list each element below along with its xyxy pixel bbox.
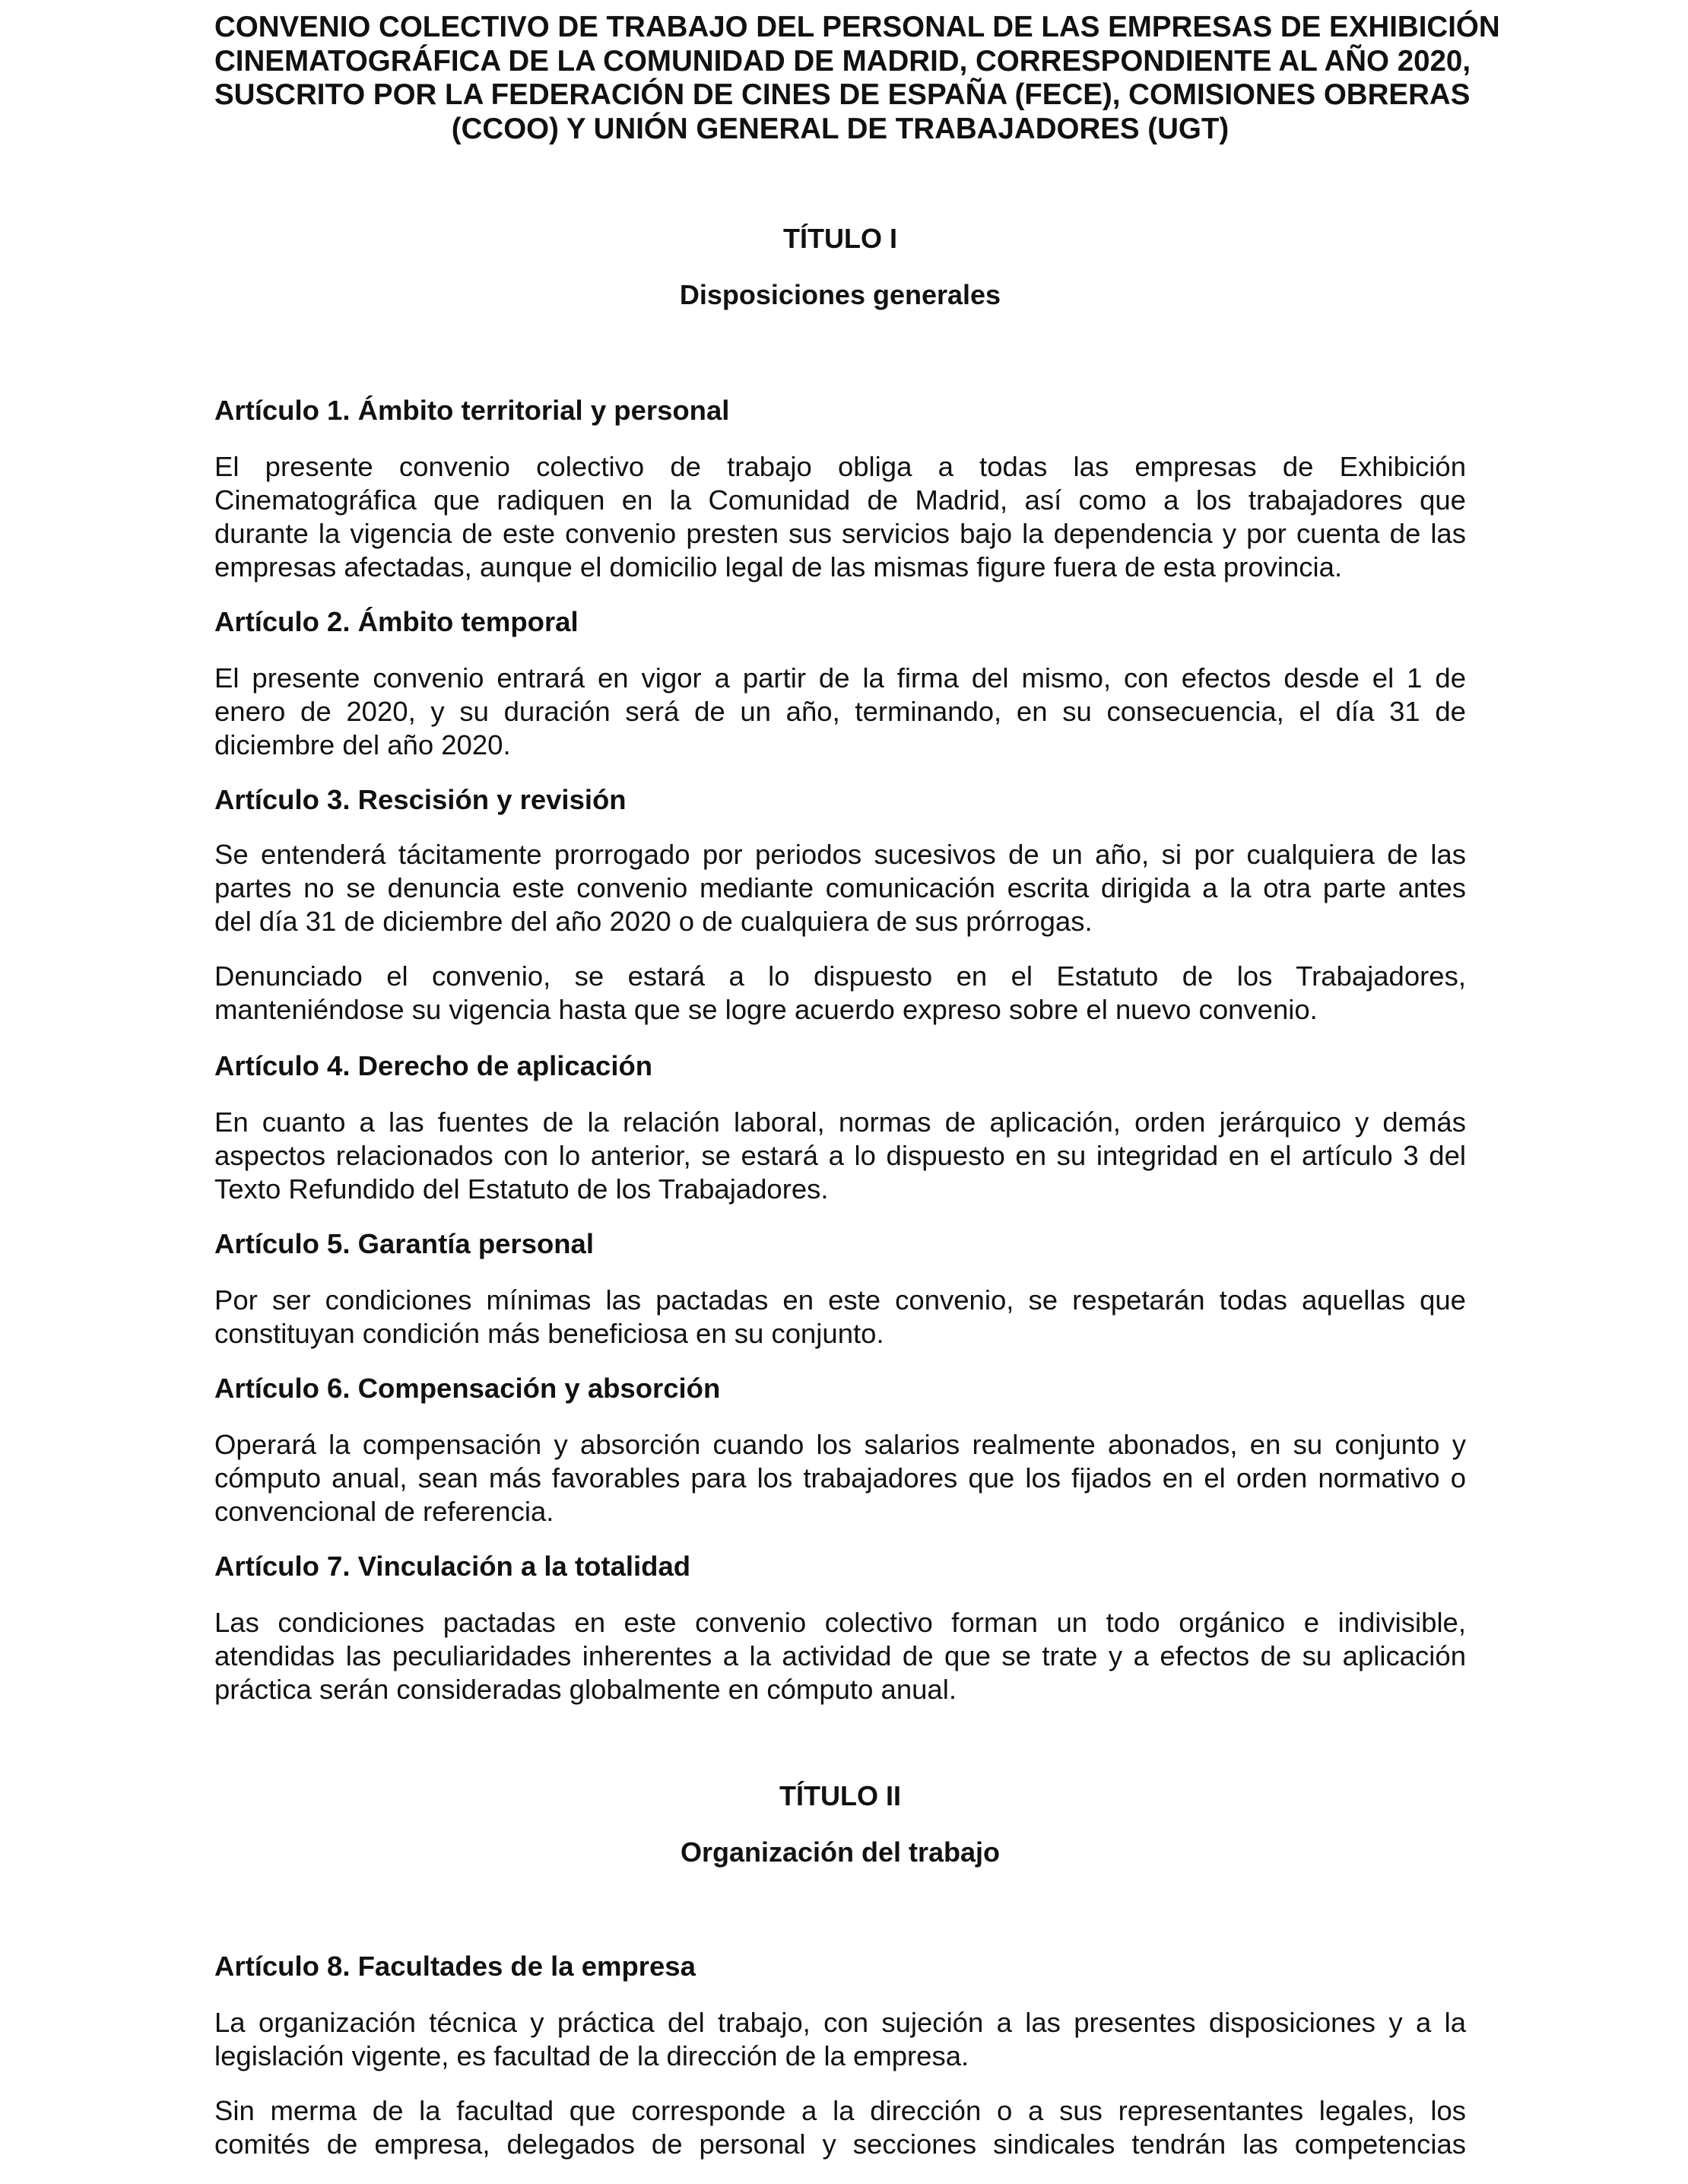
article-2-paragraph [214,662,1466,762]
titulo-1-label: TÍTULO I [783,223,897,254]
text-line: La organización técnica y práctica del trabajo, con sujeción a las presentes disposiciones y a la [214,2007,1466,2038]
document-title [214,11,1500,146]
text-line: Las condiciones pactadas en este convenio colectivo forman un todo orgánico e indivisible, [214,1607,1466,1638]
document-page [214,0,1500,2184]
text-line: durante la vigencia de este convenio presten sus servicios bajo la dependencia y por cuenta de las [214,518,1466,549]
text-line: Operará la compensación y absorción cuando los salarios realmente abonados, en su conjunto y [214,1429,1466,1460]
article-4-paragraph [214,1106,1466,1206]
text-line: Por ser condiciones mínimas las pactadas en este convenio, se respetarán todas aquellas que [214,1284,1466,1316]
text-line: El presente convenio colectivo de trabajo obliga a todas las empresas de Exhibición [214,451,1466,482]
text-line: Texto Refundido del Estatuto de los Trabajadores. [214,1173,829,1205]
text-line: aspectos relacionados con lo anterior, se estará a lo dispuesto en su integridad en el artículo 3 del [214,1140,1466,1171]
titulo-2-label: TÍTULO II [779,1780,901,1811]
article-6-paragraph [214,1428,1466,1528]
article-3-heading: Artículo 3. Rescisión y revisión [214,784,627,815]
article-8-paragraph [214,2006,1466,2073]
article-7-paragraph [214,1606,1466,1706]
article-6-heading: Artículo 6. Compensación y absorción [214,1373,721,1404]
text-line: enero de 2020, y su duración será de un año, terminando, en su consecuencia, el día 31 de [214,696,1466,727]
titulo-2-subtitle: Organización del trabajo [680,1836,1001,1868]
text-line: Sin merma de la facultad que corresponde a la dirección o a sus representantes legales, los [214,2095,1466,2126]
text-line: atendidas las peculiaridades inherentes a la actividad de que se trate y a efectos de su aplicación [214,1640,1466,1671]
article-8-paragraph [214,2094,1466,2161]
titulo-1-subtitle: Disposiciones generales [679,279,1001,310]
article-3-paragraph [214,960,1466,1027]
article-1-heading: Artículo 1. Ámbito territorial y personal [214,395,730,426]
text-line: diciembre del año 2020. [214,729,511,760]
document-title-line: CONVENIO COLECTIVO DE TRABAJO DEL PERSONAL DE LAS EMPRESAS DE EXHIBICIÓN [214,11,1500,43]
text-line: empresas afectadas, aunque el domicilio legal de las mismas figure fuera de esta provincia. [214,551,1343,583]
article-4-heading: Artículo 4. Derecho de aplicación [214,1050,653,1081]
document-title-line: CINEMATOGRÁFICA DE LA COMUNIDAD DE MADRID, CORRESPONDIENTE AL AÑO 2020, [214,44,1471,78]
article-3-paragraph [214,838,1466,938]
text-line: manteniéndose su vigencia hasta que se logre acuerdo expreso sobre el nuevo convenio. [214,994,1318,1025]
text-line: práctica serán consideradas globalmente en cómputo anual. [214,1674,957,1705]
article-2-heading: Artículo 2. Ámbito temporal [214,606,579,637]
article-7-heading: Artículo 7. Vinculación a la totalidad [214,1551,691,1582]
text-line: cómputo anual, sean más favorables para los trabajadores que los fijados en el orden normativo o [214,1462,1466,1494]
text-line: En cuanto a las fuentes de la relación laboral, normas de aplicación, orden jerárquico y demás [214,1106,1466,1138]
article-5-paragraph [214,1284,1466,1351]
text-line: partes no se denuncia este convenio mediante comunicación escrita dirigida a la otra parte antes [214,872,1466,903]
article-1-paragraph [214,450,1466,584]
document-title-line: (CCOO) Y UNIÓN GENERAL DE TRABAJADORES (UGT) [451,112,1230,145]
text-line: del día 31 de diciembre del año 2020 o de cualquiera de sus prórrogas. [214,906,1093,937]
article-5-heading: Artículo 5. Garantía personal [214,1228,594,1259]
text-line: comités de empresa, delegados de personal y secciones sindicales tendrán las competencias [214,2128,1466,2160]
text-line: Cinematográfica que radiquen en la Comunidad de Madrid, así como a los trabajadores que [214,484,1466,516]
text-line: legislación vigente, es facultad de la dirección de la empresa. [214,2040,969,2071]
text-line: convencional de referencia. [214,1496,554,1527]
text-line: Denunciado el convenio, se estará a lo dispuesto en el Estatuto de los Trabajadores, [214,960,1466,992]
text-line: constituyan condición más beneficiosa en su conjunto. [214,1318,884,1349]
text-line: El presente convenio entrará en vigor a partir de la firma del mismo, con efectos desde el 1 de [214,662,1466,694]
document-title-line: SUSCRITO POR LA FEDERACIÓN DE CINES DE ESPAÑA (FECE), COMISIONES OBRERAS [214,78,1471,111]
article-8-heading: Artículo 8. Facultades de la empresa [214,1951,696,1982]
text-line: Se entenderá tácitamente prorrogado por periodos sucesivos de un año, si por cualquiera de las [214,839,1466,870]
